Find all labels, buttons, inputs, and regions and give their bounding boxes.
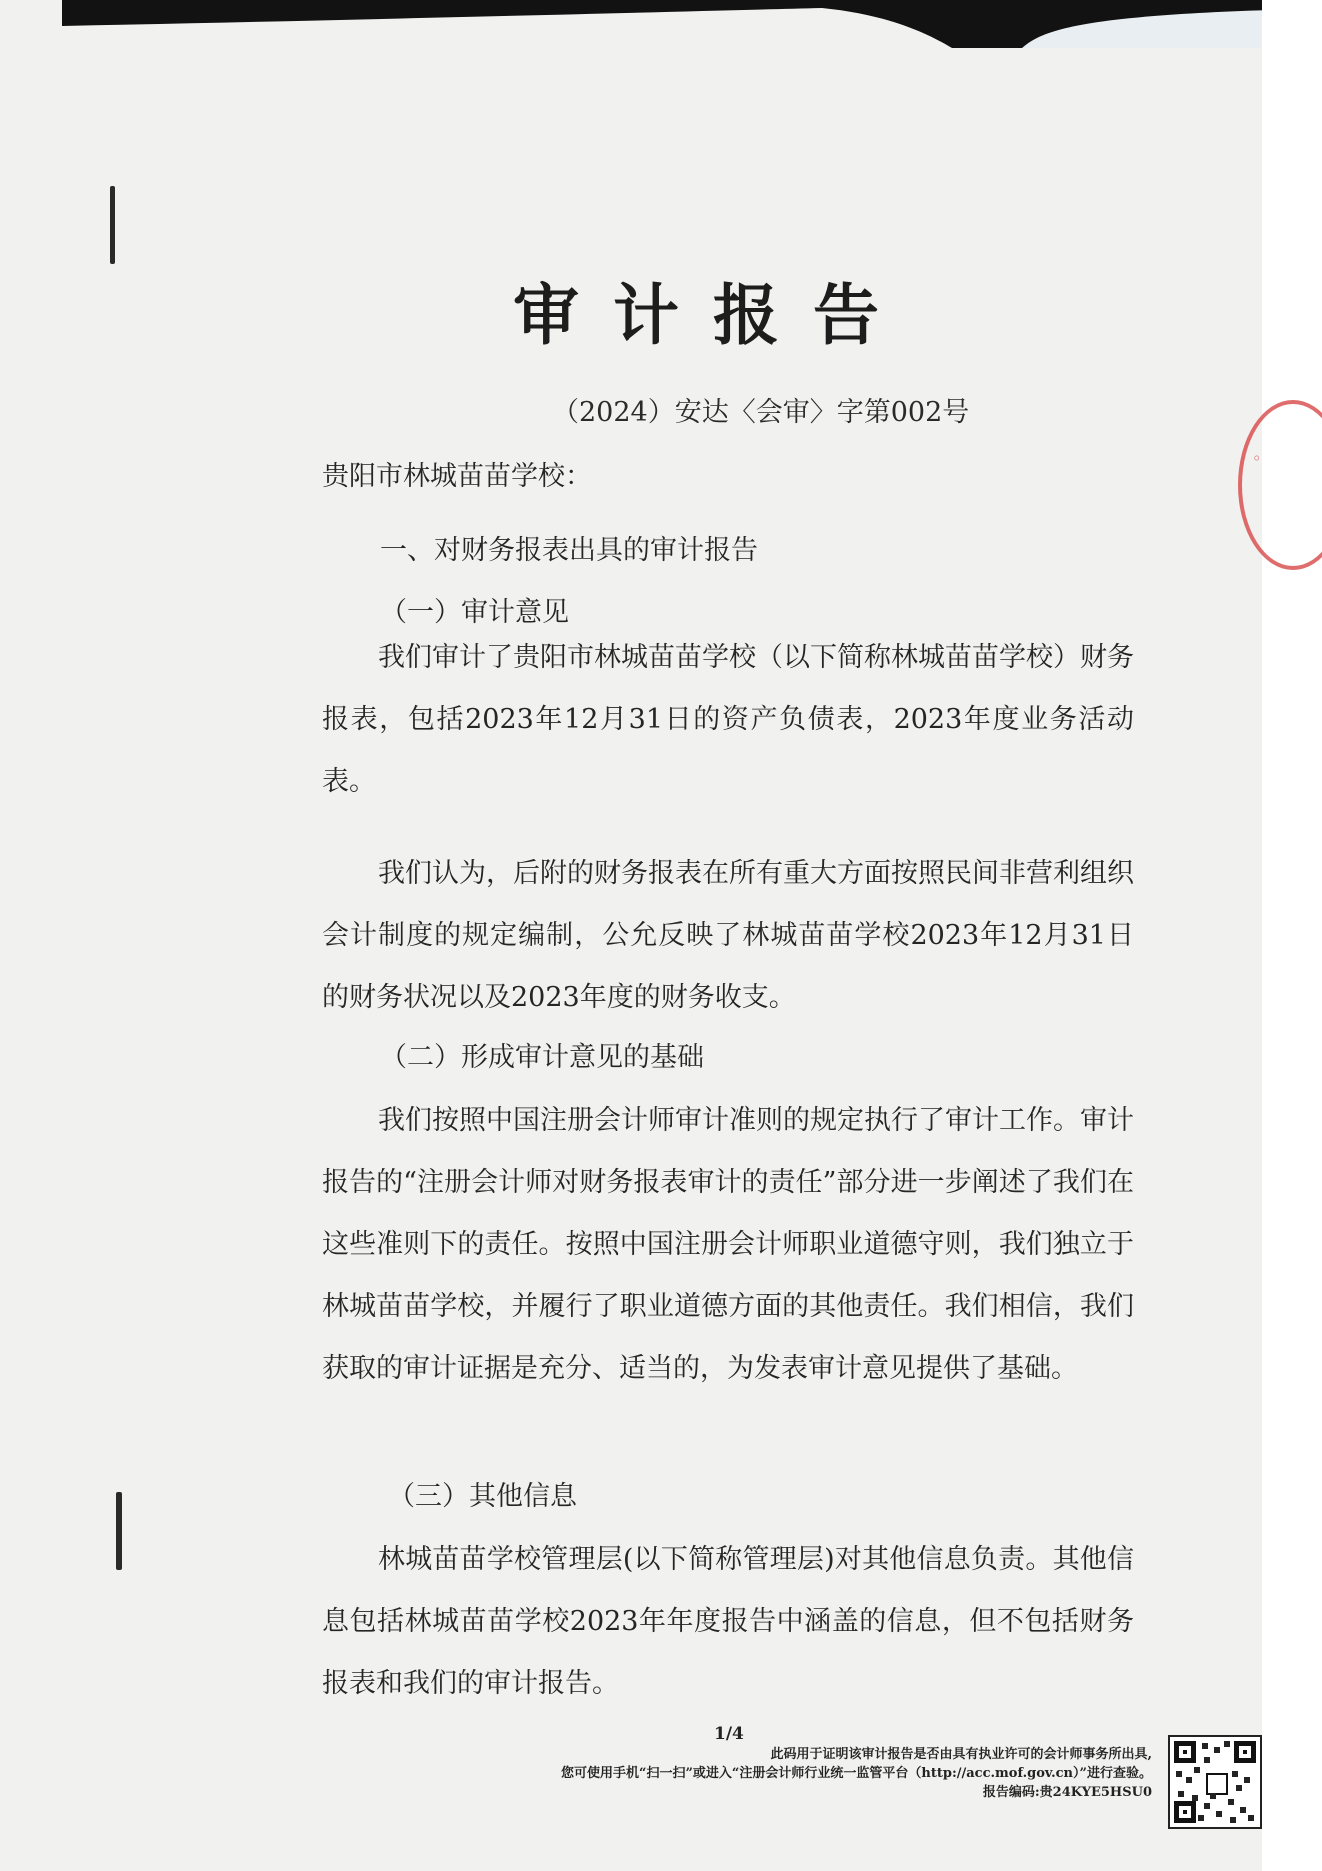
- footer-report-code: 报告编码:贵24KYE5HSU0: [982, 1785, 1152, 1800]
- red-seal: [1238, 400, 1322, 570]
- document-number: （2024）安达〈会审〉字第002号: [552, 397, 970, 428]
- other-info-heading: （三）其他信息: [388, 1481, 577, 1512]
- document-title: 审计报告: [513, 276, 913, 354]
- opinion-paragraph-2: 我们认为，后附的财务报表在所有重大方面按照民间非营利组织会计制度的规定编制，公允反映了林城苗苗学校2023年12月31日的财务状况以及2023年度的财务收支。: [322, 858, 1134, 1013]
- section1-heading: 一、对财务报表出具的审计报告: [380, 535, 758, 566]
- binding-mark-upper: [110, 186, 115, 264]
- qr-code-icon: [1168, 1735, 1262, 1829]
- other-info-paragraph: 林城苗苗学校管理层(以下简称管理层)对其他信息负责。其他信息包括林城苗苗学校2023年年度报告中涵盖的信息，但不包括财务报表和我们的审计报告。: [322, 1544, 1134, 1699]
- seal-fragment-icon: ◦: [1252, 449, 1262, 468]
- basis-heading: （二）形成审计意见的基础: [380, 1042, 704, 1073]
- scan-edge-curve: [62, 0, 1270, 48]
- addressee: 贵阳市林城苗苗学校：: [322, 461, 592, 492]
- opinion-paragraph-1: 我们审计了贵阳市林城苗苗学校（以下简称林城苗苗学校）财务报表，包括2023年12月31日的资产负债表，2023年度业务活动表。: [322, 642, 1134, 797]
- footer-verification-note: 此码用于证明该审计报告是否由具有执业许可的会计师事务所出具,: [770, 1747, 1152, 1762]
- footer-verification-instructions: 您可使用手机“扫一扫”或进入“注册会计师行业统一监管平台（http://acc.mof.gov.cn）”进行查验。: [560, 1766, 1152, 1781]
- page-number: 1/4: [714, 1724, 744, 1744]
- basis-paragraph: 我们按照中国注册会计师审计准则的规定执行了审计工作。审计报告的“注册会计师对财务报表审计的责任”部分进一步阐述了我们在这些准则下的责任。按照中国注册会计师职业道德守则，我们独立于林城苗苗学校，并履行了职业道德方面的其他责任。我们相信，我们获取的审计证据是充分、适当的，为发表审计意见提供了基础。: [322, 1105, 1134, 1384]
- opinion-heading: （一）审计意见: [380, 597, 569, 628]
- binding-mark-lower: [116, 1492, 122, 1570]
